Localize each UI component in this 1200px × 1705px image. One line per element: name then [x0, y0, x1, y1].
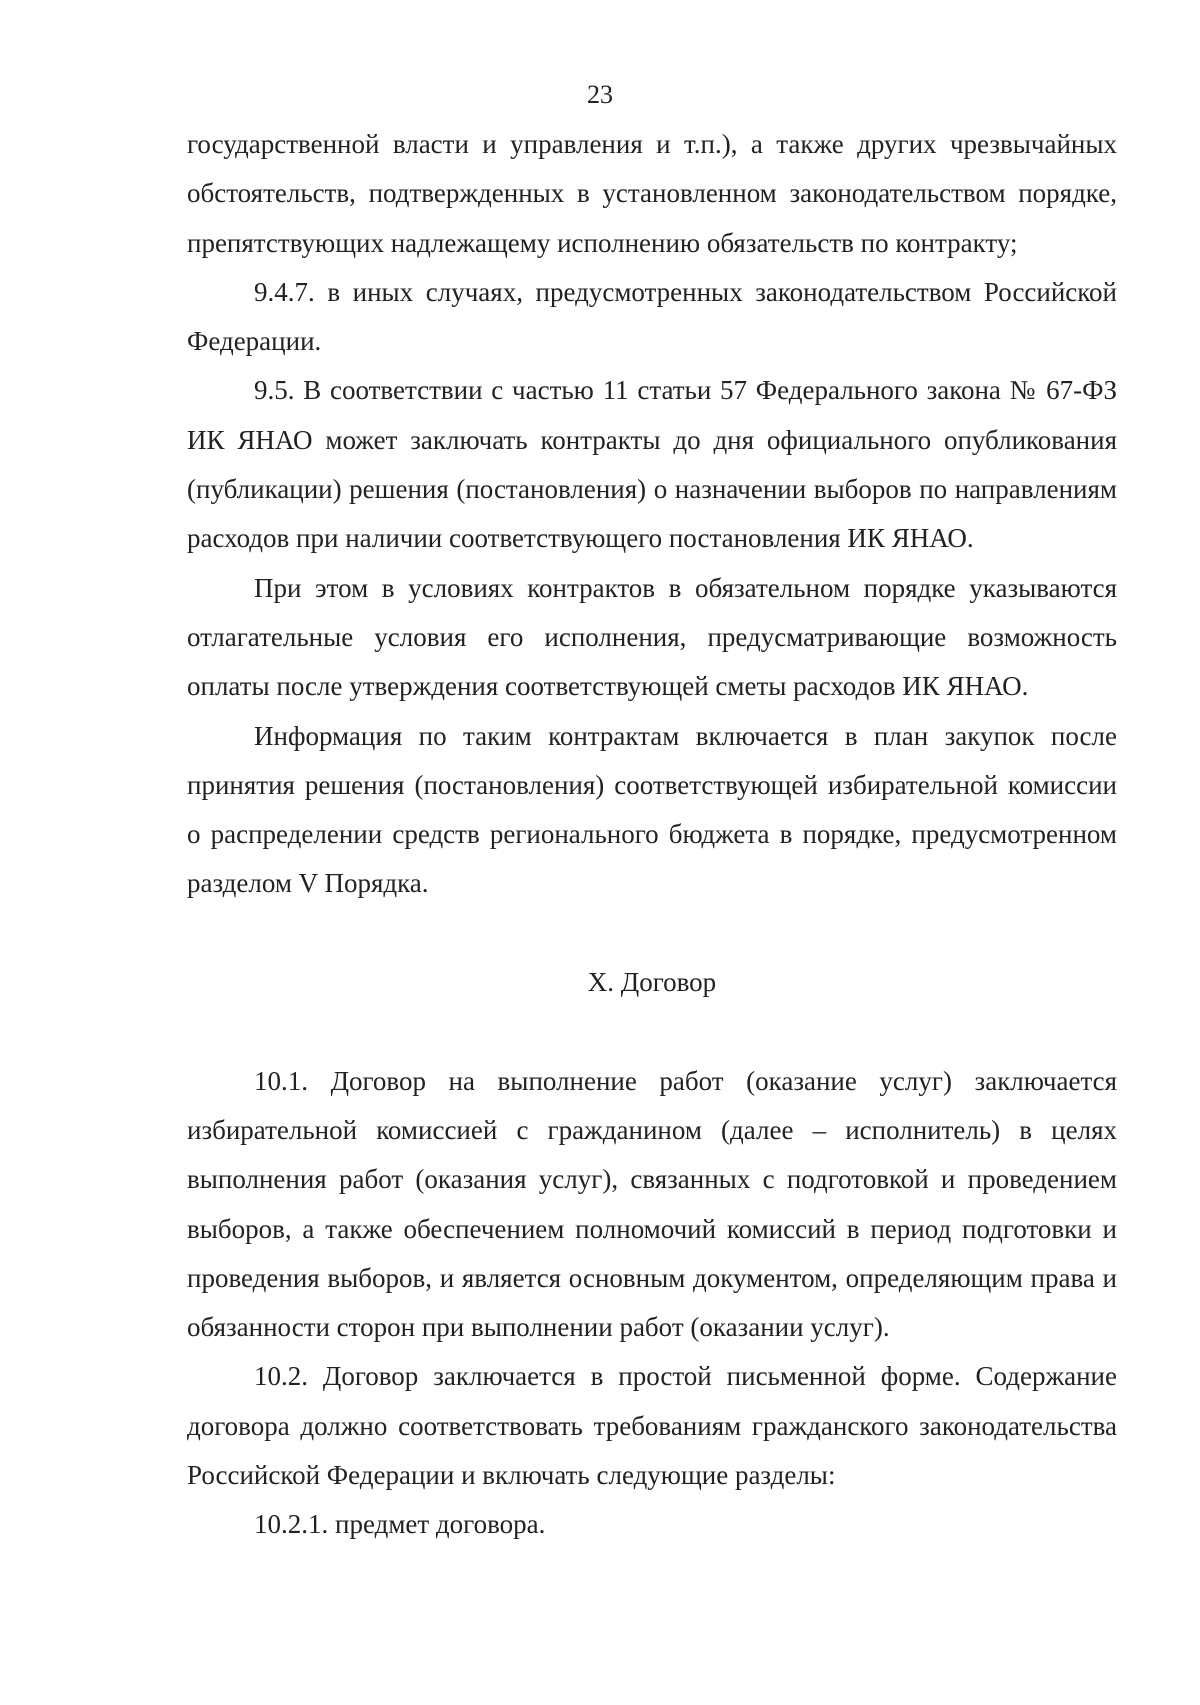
- paragraph-9-4-7: 9.4.7. в иных случаях, предусмотренных законодательством Российской Федерации.: [187, 276, 1117, 357]
- paragraph-10-2: 10.2. Договор заключается в простой письменной форме. Содержание договора должно соответствовать требованиям гражданского законодательства Российской Федерации и включать следующие разделы:: [187, 1361, 1117, 1491]
- document-body: [187, 120, 1117, 1550]
- paragraph-procurement-plan: Информация по таким контрактам включается в план закупок после принятия решения (постановления) соответствующей избирательной комиссии о распределении средств регионального бюджета в порядке, предусмотренном разделом V Порядка.: [187, 720, 1117, 899]
- paragraph-10-1: 10.1. Договор на выполнение работ (оказание услуг) заключается избирательной комиссией с гражданином (далее – исполнитель) в целях выполнения работ (оказания услуг), связанных с подготовкой и проведением выборов, а также обеспечением полномочий комиссий в период подготовки и проведения выборов, и является основным документом, определяющим права и обязанности сторон при выполнении работ (оказании услуг).: [187, 1065, 1117, 1343]
- paragraph-10-2-1: 10.2.1. предмет договора.: [254, 1509, 546, 1540]
- paragraph-9-5: 9.5. В соответствии с частью 11 статьи 57 Федерального закона № 67-ФЗ ИК ЯНАО может заключать контракты до дня официального опубликования (публикации) решения (постановления) о назначении выборов по направлениям расходов при наличии соответствующего постановления ИК ЯНАО.: [187, 375, 1117, 554]
- paragraph-conditions: При этом в условиях контрактов в обязательном порядке указываются отлагательные условия его исполнения, предусматривающие возможность оплаты после утверждения соответствующей сметы расходов ИК ЯНАО.: [187, 572, 1117, 702]
- section-heading-x: X. Договор: [587, 967, 717, 998]
- page-number: 23: [587, 80, 613, 109]
- paragraph-continuation: государственной власти и управления и т.п.), а также других чрезвычайных обстоятельств, подтвержденных в установленном законодательством порядке, препятствующих надлежащему исполнению обязательств по контракту;: [187, 129, 1117, 258]
